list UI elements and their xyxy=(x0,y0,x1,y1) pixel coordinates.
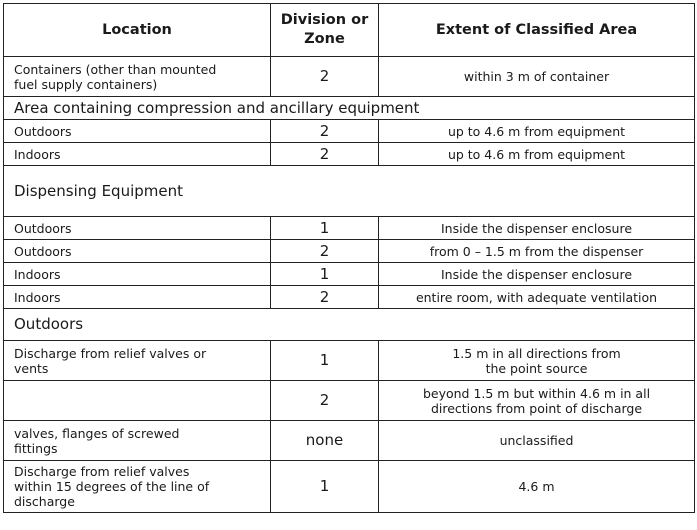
location-cell: Indoors xyxy=(4,286,271,309)
division-header xyxy=(271,4,379,57)
table-row xyxy=(4,143,695,166)
section-row xyxy=(4,97,695,120)
location-cell: Outdoors xyxy=(4,120,271,143)
division-cell: 2 xyxy=(271,57,379,97)
hazardous-area-classification-table xyxy=(3,3,695,513)
section-title: Area containing compression and ancillary equipment xyxy=(4,97,695,120)
location-line2: fittings xyxy=(14,440,58,456)
extent-line1: beyond 1.5 m but within 4.6 m in all xyxy=(422,385,651,401)
division-header-line1: Division or xyxy=(280,12,369,28)
division-cell: 2 xyxy=(271,120,379,143)
division-cell: 1 xyxy=(271,341,379,381)
section-title: Outdoors xyxy=(4,309,695,341)
extent-cell xyxy=(379,341,695,381)
extent-line1: 1.5 m in all directions from xyxy=(452,345,621,361)
location-line1: Discharge from relief valves or xyxy=(14,345,207,361)
extent-cell xyxy=(379,381,695,421)
location-cell xyxy=(4,461,271,513)
extent-cell: up to 4.6 m from equipment xyxy=(379,143,695,166)
table-row xyxy=(4,421,695,461)
location-header: Location xyxy=(4,4,271,57)
location-line1: Discharge from relief valves xyxy=(14,464,190,479)
division-cell: 1 xyxy=(271,263,379,286)
table-row xyxy=(4,120,695,143)
extent-line2: the point source xyxy=(485,360,588,376)
table-row xyxy=(4,341,695,381)
table-row xyxy=(4,240,695,263)
location-line3: discharge xyxy=(14,494,75,509)
location-cell: Indoors xyxy=(4,263,271,286)
location-cell: Outdoors xyxy=(4,240,271,263)
extent-cell: up to 4.6 m from equipment xyxy=(379,120,695,143)
extent-header: Extent of Classified Area xyxy=(379,4,695,57)
location-line2: vents xyxy=(14,360,49,376)
location-cell xyxy=(4,421,271,461)
location-cell xyxy=(4,381,271,421)
division-cell: none xyxy=(271,421,379,461)
table-row xyxy=(4,57,695,97)
table-row xyxy=(4,217,695,240)
extent-cell: Inside the dispenser enclosure xyxy=(379,217,695,240)
extent-cell: entire room, with adequate ventilation xyxy=(379,286,695,309)
division-cell: 2 xyxy=(271,381,379,421)
division-cell: 1 xyxy=(271,461,379,513)
division-cell: 1 xyxy=(271,217,379,240)
division-header-line2: Zone xyxy=(304,31,345,47)
location-line2: within 15 degrees of the line of xyxy=(14,479,210,494)
location-cell: Indoors xyxy=(4,143,271,166)
section-row xyxy=(4,309,695,341)
table-row xyxy=(4,461,695,513)
table-row xyxy=(4,286,695,309)
extent-cell: unclassified xyxy=(379,421,695,461)
location-line1: valves, flanges of screwed xyxy=(14,425,180,441)
table-row xyxy=(4,381,695,421)
section-title: Dispensing Equipment xyxy=(4,166,695,217)
section-row xyxy=(4,166,695,217)
division-cell: 2 xyxy=(271,143,379,166)
extent-line2: directions from point of discharge xyxy=(430,400,643,416)
location-line1: Containers (other than mounted xyxy=(14,61,217,77)
division-cell: 2 xyxy=(271,240,379,263)
header-row xyxy=(4,4,695,57)
table-row xyxy=(4,263,695,286)
extent-cell: 4.6 m xyxy=(379,461,695,513)
location-cell: Outdoors xyxy=(4,217,271,240)
extent-cell: within 3 m of container xyxy=(379,57,695,97)
location-cell xyxy=(4,341,271,381)
location-cell xyxy=(4,57,271,97)
location-line2: fuel supply containers) xyxy=(14,76,158,92)
division-cell: 2 xyxy=(271,286,379,309)
extent-cell: from 0 – 1.5 m from the dispenser xyxy=(379,240,695,263)
extent-cell: Inside the dispenser enclosure xyxy=(379,263,695,286)
